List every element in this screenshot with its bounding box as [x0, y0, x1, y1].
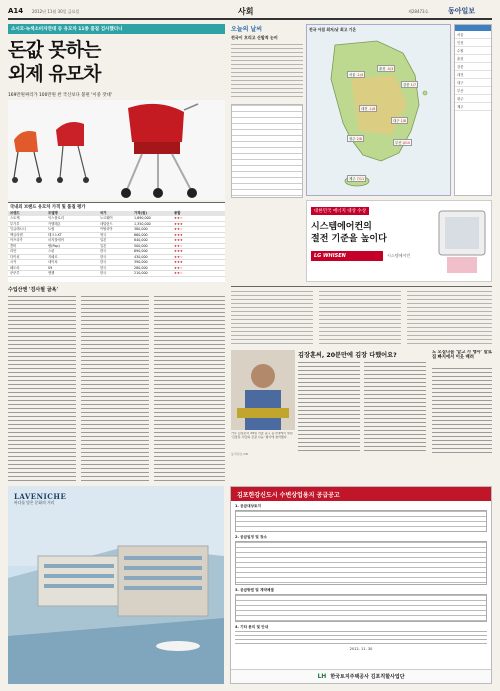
city-name: 광주 — [349, 137, 356, 141]
table-cell: 390,000 — [134, 260, 148, 264]
stroller-table — [8, 202, 225, 282]
kim-photo-graphic — [231, 350, 295, 430]
weather-side-item: 수원 — [455, 47, 491, 55]
kim-photo — [231, 350, 295, 430]
table-cell: 380,000 — [134, 227, 148, 231]
regional-weather-tables — [231, 286, 492, 346]
weather-side-panel — [454, 24, 492, 196]
notice-footnotes — [235, 631, 487, 645]
table-cell: 네덜란드 — [100, 221, 113, 226]
city-temp: 4/10 — [402, 141, 411, 145]
table-cell: 팝(Pop) — [48, 243, 60, 248]
city-temp: -5/3 — [386, 67, 394, 71]
notice-org: 한국토지주택공사 김포직할사업단 — [330, 674, 405, 680]
regional-table-3 — [407, 291, 492, 345]
lg-ad-brand-bar — [311, 251, 383, 261]
issue-date: 2012년 11월 30일 금요일 — [32, 9, 80, 14]
city-label — [347, 175, 366, 182]
table-cell: ★★★ — [174, 221, 183, 226]
weather-title: 오늘의 날씨 — [231, 26, 263, 33]
edition-number: 제28473호 — [408, 9, 429, 14]
headline-line-1: 돈값 못하는 — [8, 39, 101, 61]
table-cell: 다이치 — [10, 254, 20, 259]
city-label — [401, 81, 418, 88]
page-number: A14 — [8, 7, 24, 15]
weather-side-item: 춘천 — [455, 55, 491, 63]
laveniche-rendering — [8, 486, 224, 684]
city-name: 대구 — [393, 119, 400, 123]
kim-headline: 김장훈씨, 20분만에 김장 다했어요? — [298, 352, 397, 359]
table-cell: 익스플로리 — [48, 216, 64, 220]
section-name: 사회 — [238, 7, 254, 16]
kim-body-1 — [298, 362, 360, 454]
city-temp: 2/8 — [356, 137, 363, 141]
table-cell: ★★★ — [174, 249, 183, 253]
lg-ad-tag: 시스템에어컨 — [387, 253, 411, 258]
table-cell: 640,000 — [134, 238, 148, 242]
table-header: 가격(원) — [134, 211, 147, 215]
stroller-photo-graphic — [8, 100, 225, 200]
notice-section-2: 2. 공급일정 및 장소 — [235, 535, 267, 539]
table-title: 국내외 브랜드 유모차 가격 및 품질 평가 — [10, 205, 86, 210]
city-label — [393, 139, 412, 146]
table-cell: 카멜레온 — [48, 221, 61, 226]
side-column-body — [432, 368, 492, 454]
stroller-kicker-bar — [8, 24, 225, 34]
table-cell: 트립 — [48, 227, 55, 231]
notice-title: 김포한강신도시 수변상업용지 공급공고 — [237, 492, 340, 499]
table-header: 국가 — [100, 211, 107, 215]
kim-caption: 가수 김장훈이 29일 서울 중구 동국대에서 열린 '김장훈 사랑의 김장 나눔' 행사에 참석했다. — [231, 432, 293, 439]
table-cell: 맥클라렌 — [10, 232, 23, 237]
lg-ad-line3: 절전 기준을 높이다 — [311, 234, 387, 244]
air-conditioner-illustration — [435, 207, 489, 277]
city-name: 제주 — [349, 177, 356, 181]
notice-section-4: 4. 기타 문의 및 안내 — [235, 625, 269, 629]
city-label — [347, 135, 364, 142]
korea-map — [307, 35, 450, 195]
laveniche-ad-image — [8, 486, 224, 684]
notice-table-3 — [235, 594, 487, 622]
table-cell: 스핀 — [48, 249, 55, 253]
city-name: 대전 — [361, 107, 368, 111]
table-cell: 280,000 — [134, 265, 148, 270]
stroller-headline — [8, 38, 158, 86]
side-column-headline: 도 모집나눔 '알고 가 행사' 말로 집 빠지에서 이웃 배려 — [432, 350, 492, 360]
laveniche-notice — [230, 486, 492, 684]
table-cell: ★★★ — [174, 260, 183, 264]
table-header: 브랜드 — [10, 211, 20, 215]
weather-side-item: 제주 — [455, 103, 491, 111]
table-cell: ★★★ — [174, 232, 183, 237]
notice-table-2 — [235, 541, 487, 585]
table-cell: 1,350,000 — [134, 221, 151, 226]
regional-table-1 — [231, 291, 313, 345]
lh-logo: LH — [317, 673, 327, 680]
city-temp: 7/11 — [356, 177, 365, 181]
laveniche-slogan: 바다를 담은 문화의 거리 — [14, 500, 55, 505]
weather-side-item: 대구 — [455, 79, 491, 87]
table-cell: 500,000 — [134, 243, 148, 248]
table-cell: ★★☆ — [174, 243, 183, 248]
weather-map — [306, 24, 451, 196]
table-cell: 일본 — [100, 238, 107, 242]
lg-ad-brand: LG WHISEN — [314, 253, 346, 259]
table-cell: ★★☆ — [174, 216, 183, 220]
table-cell: 690,000 — [134, 249, 148, 253]
table-cell: 지페르 — [48, 254, 58, 259]
table-cell: 1,690,000 — [134, 216, 151, 220]
weather-side-item: 대전 — [455, 71, 491, 79]
table-header: 모델명 — [48, 211, 58, 215]
notice-section-1: 1. 공급대상토지 — [235, 504, 261, 508]
kim-photo-credit: 동아일보 DB — [231, 452, 248, 456]
city-temp: 1/7 — [410, 83, 417, 87]
notice-section-3: 3. 공급방법 및 계약체결 — [235, 588, 274, 592]
city-name: 강릉 — [403, 83, 410, 87]
weather-side-item: 인천 — [455, 39, 491, 47]
headline-line-2: 외제 유모차 — [8, 63, 101, 85]
weather-map-title: 전국 아침 최저/낮 최고 기온 — [309, 27, 357, 32]
table-cell: 한국 — [100, 265, 107, 270]
notice-footer — [231, 669, 491, 683]
table-cell: 아프리카 — [10, 238, 23, 242]
laveniche-logo: LAVENICHE — [14, 492, 67, 501]
table-cell: ★★★ — [174, 238, 183, 242]
stroller-section-head: 수입산엔 '검사필 굴욕' — [8, 287, 59, 293]
weather-side-item: 광주 — [455, 95, 491, 103]
city-temp: -1/4 — [356, 73, 364, 77]
table-cell: 한국 — [100, 260, 107, 264]
table-cell: ★★☆ — [174, 271, 183, 275]
table-row — [8, 271, 225, 277]
city-label — [359, 105, 377, 112]
weather-sub: 전국이 흐리고 산발적 눈비 — [231, 35, 278, 40]
table-cell: 영국 — [100, 232, 107, 237]
table-cell: 210,000 — [134, 271, 148, 275]
weather-text — [231, 44, 303, 100]
weather-side-item: 서울 — [455, 31, 491, 39]
notice-title-bar — [231, 487, 491, 501]
lg-ad — [306, 200, 492, 282]
city-name: 서울 — [349, 73, 356, 77]
stroller-body-col-2 — [81, 296, 149, 482]
table-cell: 430,000 — [134, 254, 148, 259]
table-cell: 콤비 — [10, 243, 17, 248]
table-header: 종합 — [174, 211, 181, 215]
table-cell: 리안 — [10, 249, 17, 253]
table-cell: 660,000 — [134, 232, 148, 237]
weather-mini-table — [231, 104, 303, 198]
table-cell: 마지컬에어 — [48, 238, 64, 242]
stroller-kicker: 소시모·녹색소비자연대 등 유모차 11종 품질 검사했더니 — [11, 27, 123, 32]
table-cell: 엔젤 — [48, 271, 55, 275]
city-temp: -1/6 — [368, 107, 376, 111]
city-name: 부산 — [395, 141, 402, 145]
paper-name: 동아일보 — [448, 7, 476, 15]
table-cell: 잉글레시나 — [10, 227, 26, 231]
table-cell: 한국 — [100, 254, 107, 259]
weather-side-list — [455, 31, 491, 111]
weather-side-item: 부산 — [455, 87, 491, 95]
table-body — [8, 216, 225, 277]
city-label — [391, 117, 408, 124]
table-cell: ★★☆ — [174, 265, 183, 270]
table-cell: 노르웨이 — [100, 216, 113, 220]
masthead — [8, 6, 492, 20]
table-cell: 시커 — [10, 260, 17, 264]
notice-table-1 — [235, 510, 487, 532]
weather-side-item: 강릉 — [455, 63, 491, 71]
table-cell: ★★☆ — [174, 254, 183, 259]
table-cell: 테크노XT — [48, 232, 62, 237]
table-cell: 페도라 — [10, 265, 20, 270]
stroller-body-col-1 — [8, 296, 76, 482]
weather-block — [231, 24, 303, 196]
city-temp: 1/8 — [400, 119, 407, 123]
table-cell: 부가부 — [10, 221, 20, 226]
stroller-photos — [8, 100, 225, 200]
city-label — [347, 71, 365, 78]
lg-ad-line2: 시스템에어컨의 — [311, 222, 372, 232]
table-cell: ★★☆ — [174, 227, 183, 231]
table-cell: 네이처 — [48, 260, 58, 264]
stroller-body-col-3 — [154, 296, 225, 482]
table-cell: 한국 — [100, 271, 107, 275]
city-name: 춘천 — [379, 67, 386, 71]
table-cell: 이탈리아 — [100, 227, 113, 231]
notice-date: 2012. 11. 30 — [349, 647, 373, 651]
stroller-subhead: 169만원짜리가 100만원 싼 국산보다 불편 '이중 잣대' — [8, 93, 112, 98]
kim-body-2 — [364, 362, 426, 454]
table-cell: 쿠쿠루 — [10, 271, 20, 275]
table-cell: 스토케 — [10, 216, 20, 220]
regional-table-2 — [319, 291, 401, 345]
lg-ad-badge: 대한민국 에너지 대상 수상 — [311, 207, 369, 215]
table-cell: 일본 — [100, 243, 107, 248]
table-cell: S9 — [48, 265, 53, 270]
table-cell: 한국 — [100, 249, 107, 253]
city-label — [377, 65, 395, 72]
